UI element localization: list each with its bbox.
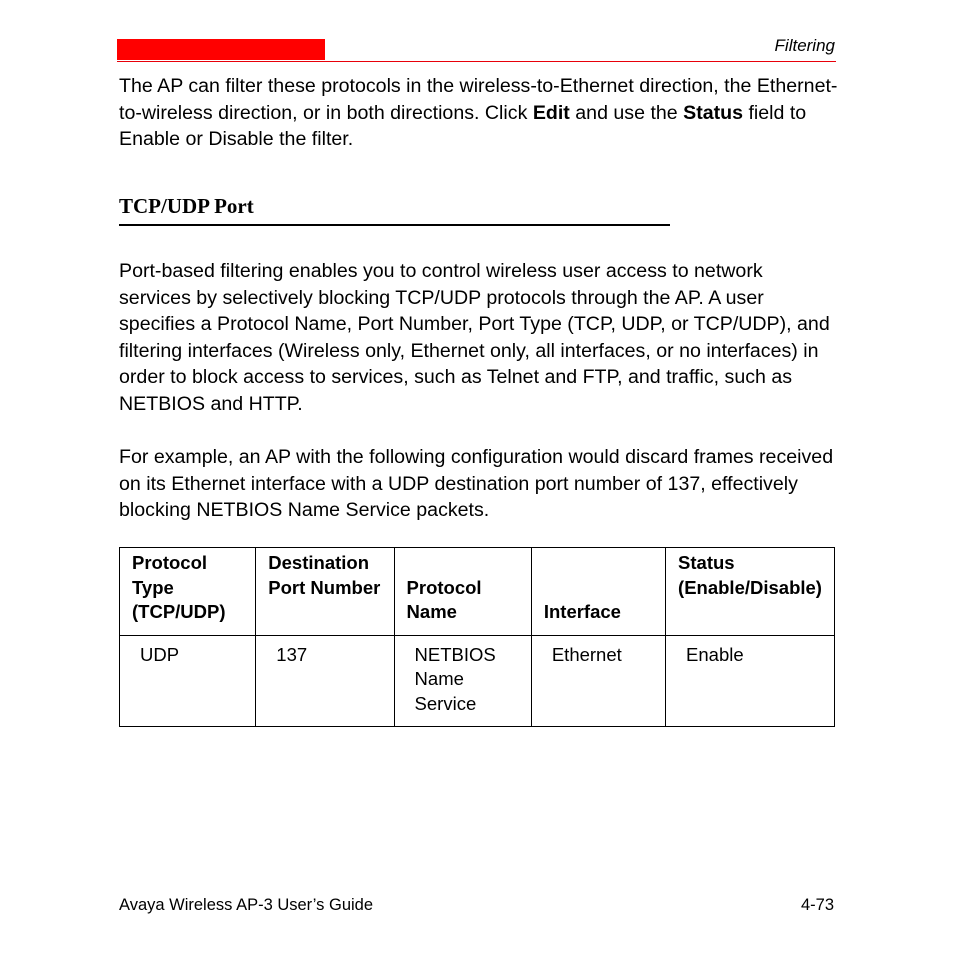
header-rule — [117, 61, 836, 62]
cell-destination-port: 137 — [256, 635, 394, 726]
cell-interface: Ethernet — [531, 635, 665, 726]
section-heading: TCP/UDP Port — [119, 194, 254, 218]
header-status: Status (Enable/Disable) — [666, 548, 835, 636]
table-row — [120, 635, 835, 726]
footer-book-title: Avaya Wireless AP-3 User’s Guide — [119, 896, 374, 914]
example-paragraph: For example, an AP with the following configuration would discard frames received on its Ethernet interface with a UDP destination port number of 137, effectively blocking NETBIOS Name Service packets. — [119, 446, 834, 521]
table-header-row — [120, 548, 835, 636]
header-interface: Interface — [531, 548, 665, 636]
cell-protocol-name: NETBIOS Name Service — [394, 635, 531, 726]
intro-paragraph — [119, 73, 839, 153]
port-filtering-paragraph: Port-based filtering enables you to control wireless user access to network services by selectively blocking TCP/UDP protocols through the AP. A user specifies a Protocol Name, Port Number, Port Type (TCP, UDP, or TCP/UDP), and filtering interfaces (Wireless only, Ethernet only, all interfaces, or no interfaces) in order to block access to services, such as Telnet and FTP, and traffic, such as NETBIOS and HTTP. — [119, 260, 830, 415]
cell-status: Enable — [666, 635, 835, 726]
port-filter-config-table — [119, 547, 835, 727]
status-bold-term: Status — [683, 101, 744, 124]
header-protocol-name: Protocol Name — [394, 548, 531, 636]
header-accent-bar — [117, 39, 325, 60]
cell-protocol-type: UDP — [120, 635, 256, 726]
footer-page-number: 4-73 — [800, 896, 834, 914]
intro-text-3: field to Enable or Disable the filter. — [119, 101, 807, 150]
intro-text-1: The AP can filter these protocols in the wireless-to-Ethernet direction, the Ethernet-to-wireless direction, or in both directions. Click — [119, 75, 838, 124]
intro-text-2: and use the — [569, 101, 684, 124]
edit-bold-term: Edit — [532, 101, 570, 124]
heading-rule — [119, 224, 670, 226]
header-protocol-type: Protocol Type (TCP/UDP) — [120, 548, 256, 636]
running-head: Filtering — [774, 36, 835, 55]
header-destination-port: Destination Port Number — [256, 548, 394, 636]
